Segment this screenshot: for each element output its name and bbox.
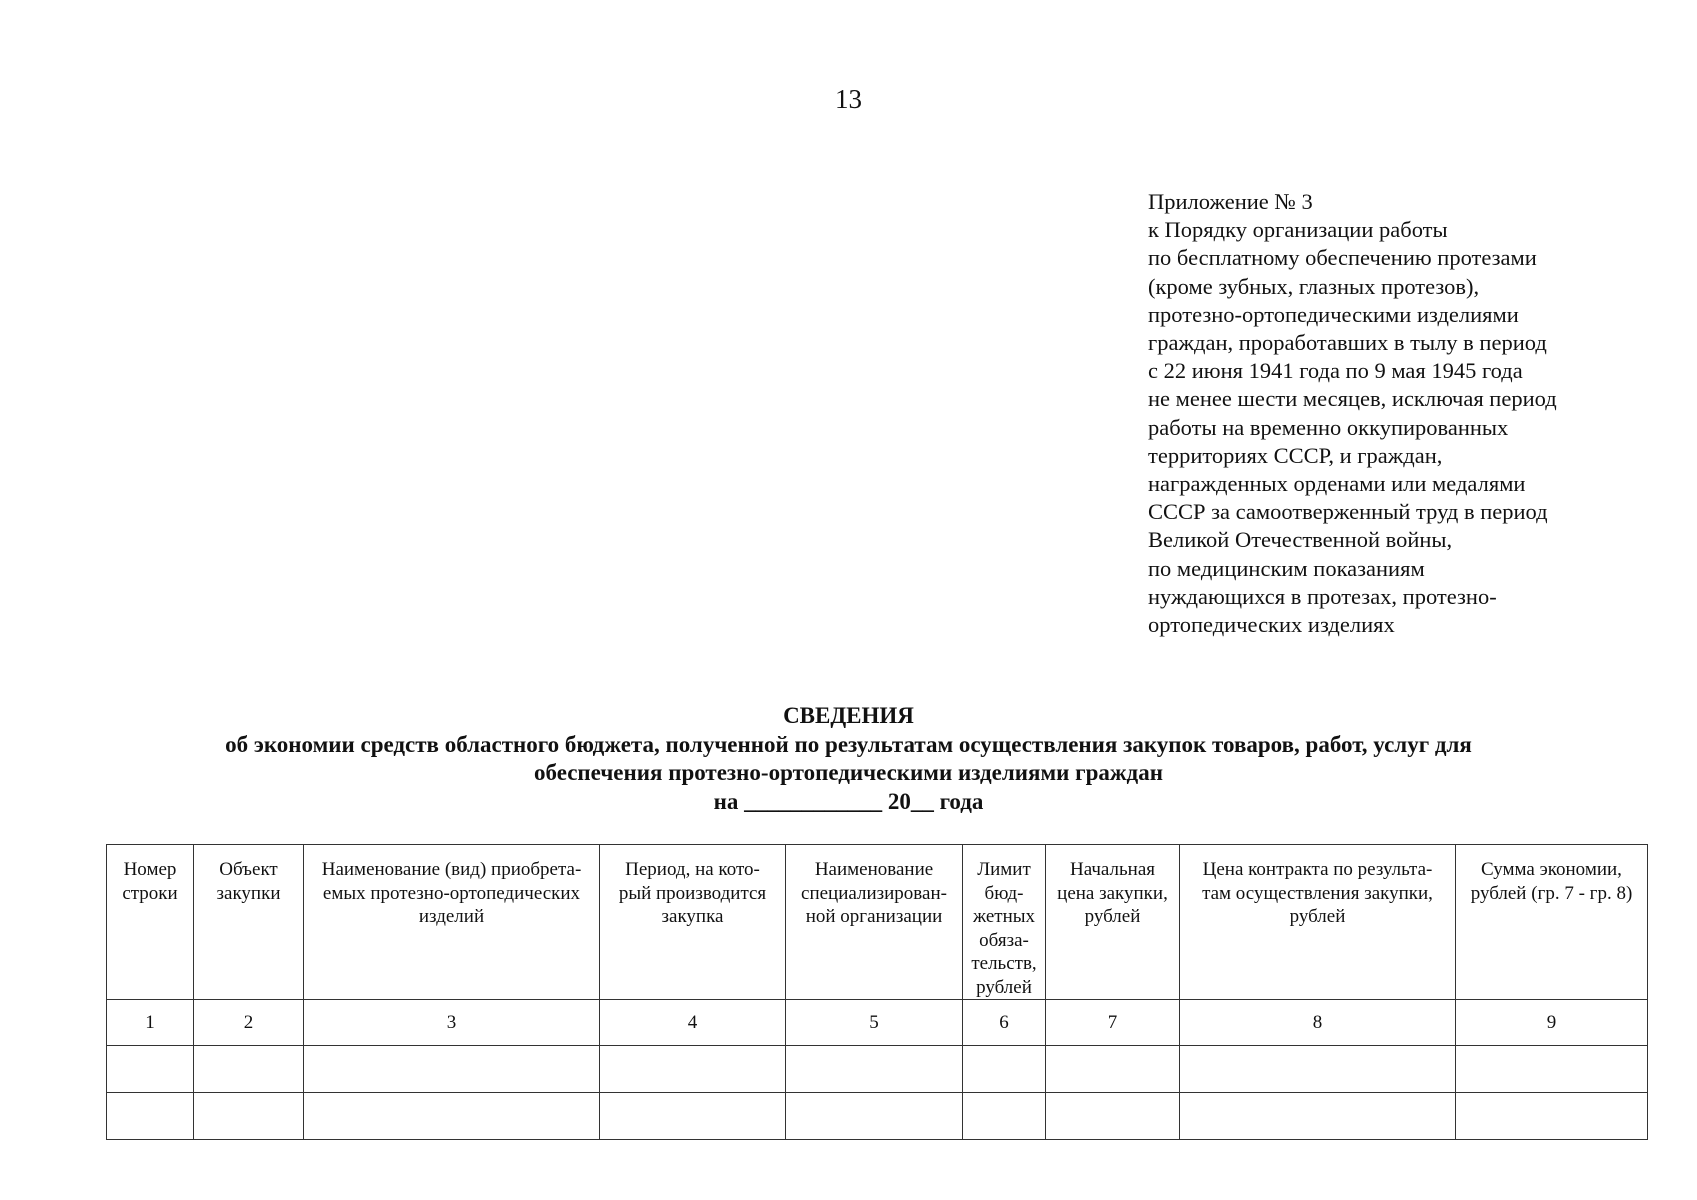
column-header: Номер строки — [107, 845, 194, 1000]
table-cell — [1046, 1046, 1180, 1093]
appendix-line: протезно-ортопедическими изделиями — [1148, 301, 1519, 327]
appendix-line: Великой Отечественной войны, — [1148, 527, 1453, 553]
appendix-line: (кроме зубных, глазных протезов), — [1148, 273, 1480, 299]
table-cell — [194, 1046, 304, 1093]
column-number: 3 — [304, 1000, 600, 1046]
table-cell — [1180, 1046, 1456, 1093]
appendix-line: не менее шести месяцев, исключая период — [1148, 386, 1557, 412]
appendix-line: граждан, проработавших в тылу в период — [1148, 330, 1547, 356]
appendix-line: к Порядку организации работы — [1148, 217, 1448, 243]
savings-table — [106, 844, 1648, 1140]
column-number: 8 — [1180, 1000, 1456, 1046]
report-date-line: на ____________ 20__ года — [713, 788, 984, 814]
column-header: Сумма экономии, рублей (гр. 7 - гр. 8) — [1456, 845, 1648, 1000]
column-header: Лимит бюд- жетных обяза- тельств, рублей — [963, 845, 1046, 1000]
column-number: 7 — [1046, 1000, 1180, 1046]
appendix-line: Приложение № 3 — [1148, 189, 1313, 214]
table-cell — [600, 1093, 786, 1140]
document-heading — [0, 702, 1697, 816]
table-cell — [194, 1093, 304, 1140]
column-number: 1 — [107, 1000, 194, 1046]
column-number-row — [107, 1000, 1648, 1046]
table-cell — [786, 1046, 963, 1093]
table-cell — [1456, 1093, 1648, 1140]
table-cell — [1180, 1093, 1456, 1140]
appendix-line: с 22 июня 1941 года по 9 мая 1945 года — [1148, 358, 1523, 384]
document-subtitle: обеспечения протезно-ортопедическими изделиями граждан — [534, 760, 1163, 785]
appendix-line: работы на временно оккупированных — [1148, 414, 1509, 440]
table-cell — [600, 1046, 786, 1093]
appendix-line: по бесплатному обеспечению протезами — [1148, 245, 1537, 271]
column-header: Наименование (вид) приобрета- емых протезно-ортопедических изделий — [304, 845, 600, 1000]
column-number: 6 — [963, 1000, 1046, 1046]
column-header: Период, на кото- рый производится закупка — [600, 845, 786, 1000]
appendix-line: СССР за самоотверженный труд в период — [1148, 499, 1548, 525]
column-header: Начальная цена закупки, рублей — [1046, 845, 1180, 1000]
table-cell — [963, 1046, 1046, 1093]
table-cell — [786, 1093, 963, 1140]
column-number: 5 — [786, 1000, 963, 1046]
appendix-line: по медицинским показаниям — [1148, 555, 1425, 581]
column-number: 2 — [194, 1000, 304, 1046]
column-header: Объект закупки — [194, 845, 304, 1000]
appendix-line: территориях СССР, и граждан, — [1148, 442, 1443, 468]
appendix-line: награжденных орденами или медалями — [1148, 471, 1526, 497]
document-title: СВЕДЕНИЯ — [783, 703, 914, 728]
column-header: Наименование специализирован- ной организации — [786, 845, 963, 1000]
page-number: 13 — [835, 84, 862, 114]
column-header: Цена контракта по результа- там осуществления закупки, рублей — [1180, 845, 1456, 1000]
appendix-line: ортопедических изделиях — [1148, 612, 1395, 638]
table-row — [107, 1046, 1648, 1093]
column-number: 4 — [600, 1000, 786, 1046]
table-cell — [304, 1093, 600, 1140]
appendix-note — [1148, 188, 1668, 639]
table-cell — [304, 1046, 600, 1093]
table-header-row — [107, 845, 1648, 1000]
table-cell — [1046, 1093, 1180, 1140]
table-cell — [107, 1046, 194, 1093]
table-cell — [1456, 1046, 1648, 1093]
appendix-line: нуждающихся в протезах, протезно- — [1148, 583, 1497, 609]
document-subtitle: об экономии средств областного бюджета, полученной по результатам осуществления закупок товаров, работ, услуг для — [225, 731, 1472, 757]
table-cell — [107, 1093, 194, 1140]
table-row — [107, 1093, 1648, 1140]
column-number: 9 — [1456, 1000, 1648, 1046]
table-cell — [963, 1093, 1046, 1140]
